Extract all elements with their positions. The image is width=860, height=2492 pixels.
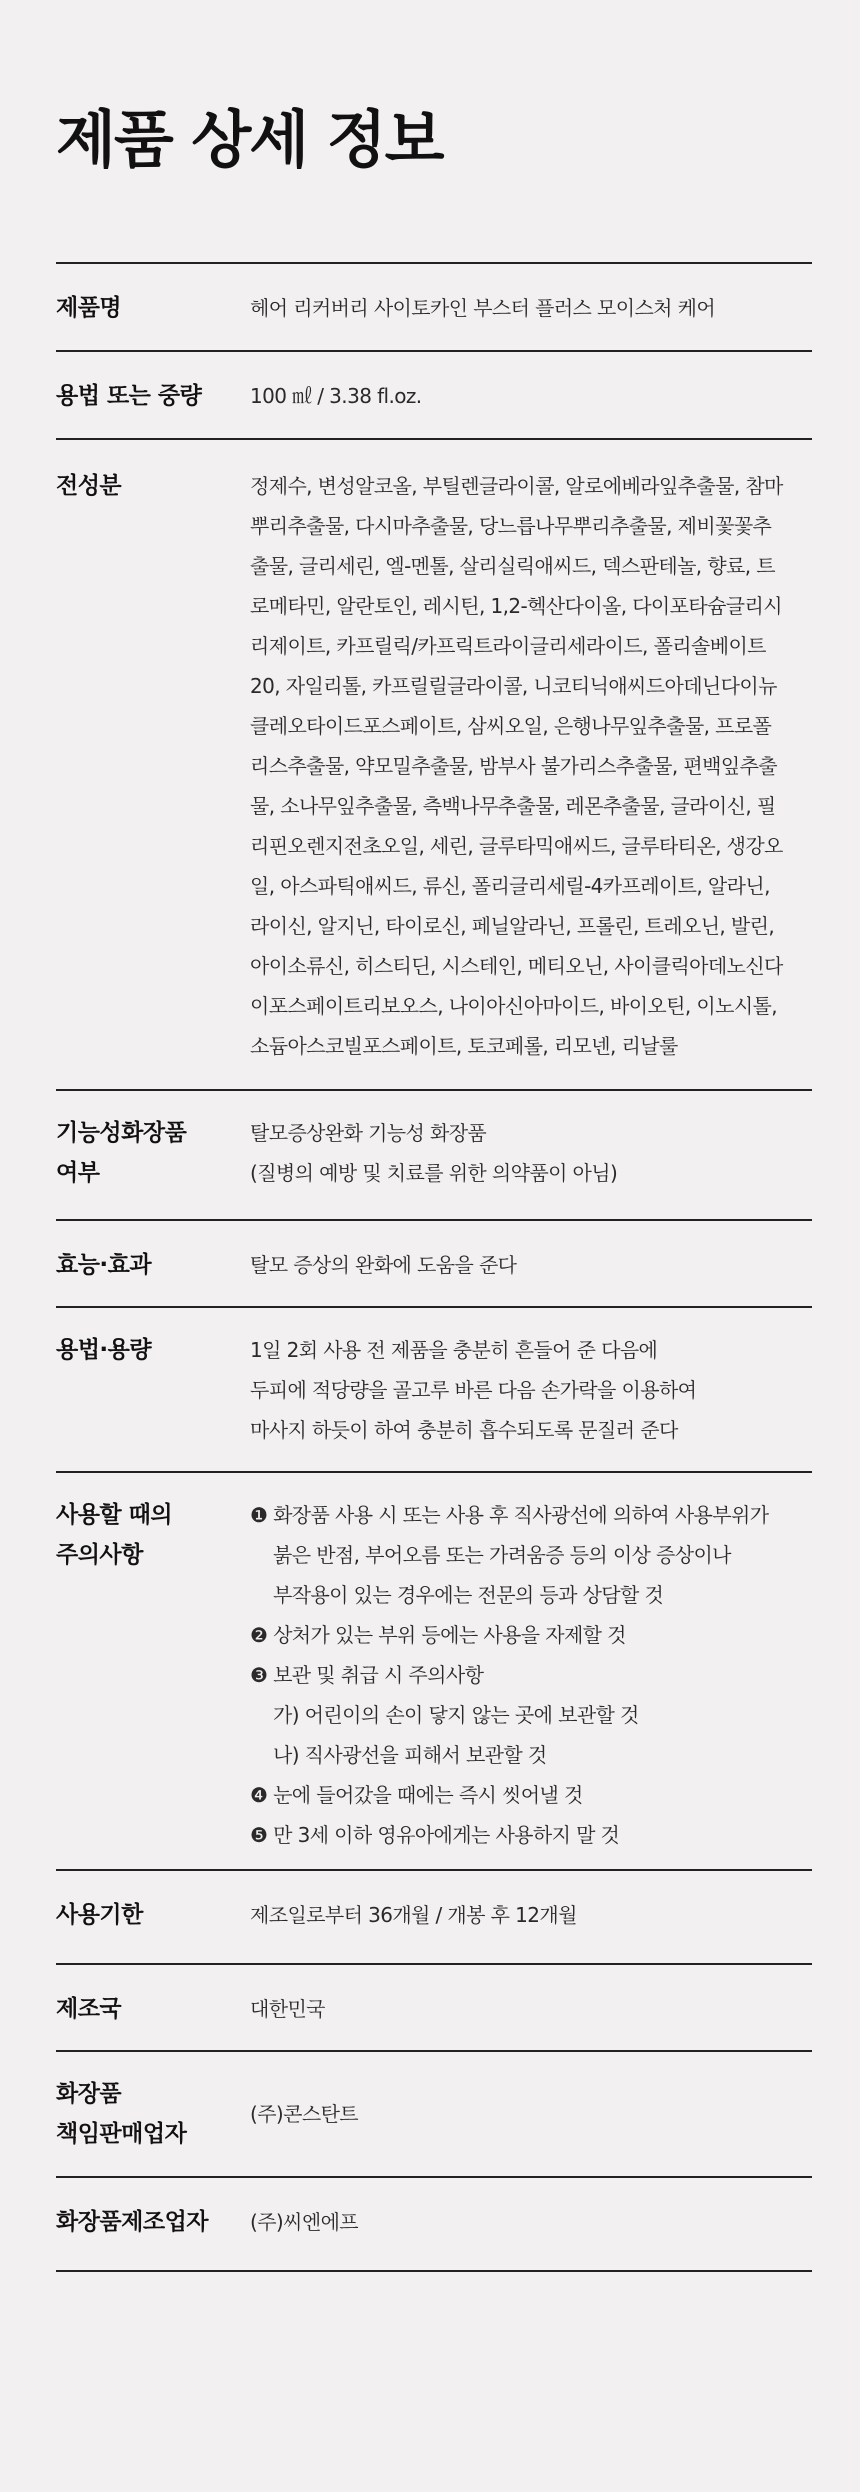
row-label: 사용기한 [56,1902,143,1928]
value-line: 마사지 하듯이 하여 충분히 흡수되도록 문질러 준다 [250,1418,678,1442]
row-value [250,1113,812,1193]
row-label: 전성분 [56,473,122,499]
ingredients-line: 출물, 글리세린, 엘-멘톨, 살리실릭애씨드, 덱스판테놀, 향료, 트 [250,554,775,578]
row-label: 제품명 [56,295,122,321]
row-caution [56,1473,812,1871]
ingredients-line: 정제수, 변성알코올, 부틸렌글라이콜, 알로에베라잎추출물, 참마 [250,474,783,498]
caution-item-continued: 부작용이 있는 경우에는 전문의 등과 상담할 것 [273,1583,664,1607]
row-value: 탈모 증상의 완화에 도움을 준다 [250,1253,517,1277]
caution-item: ❺ 만 3세 이하 영유아에게는 사용하지 말 것 [250,1823,620,1847]
ingredients-line: 리스추출물, 약모밀추출물, 밤부사 불가리스추출물, 편백잎추출 [250,754,778,778]
ingredients-line: 소듐아스코빌포스페이트, 토코페롤, 리모넨, 리날룰 [250,1034,678,1058]
row-product-name [56,264,812,352]
value-line: 탈모증상완화 기능성 화장품 [250,1121,487,1145]
row-value: 대한민국 [250,1997,325,2021]
ingredients-line: 리핀오렌지전초오일, 세린, 글루타믹애씨드, 글루타티온, 생강오 [250,834,783,858]
ingredients-line: 20, 자일리톨, 카프릴릴글라이콜, 니코티닉애씨드아데닌다이뉴 [250,674,777,698]
product-info-table [56,262,812,2272]
row-responsible-seller [56,2052,812,2178]
row-efficacy [56,1221,812,1308]
row-value: 헤어 리커버리 사이토카인 부스터 플러스 모이스처 케어 [250,296,716,320]
row-ingredients [56,440,812,1091]
row-value [250,1330,812,1450]
ingredients-line: 로메타민, 알란토인, 레시틴, 1,2-헥산다이올, 다이포타슘글리시 [250,594,782,618]
row-label [56,2074,250,2154]
row-volume [56,352,812,440]
row-value: 제조일로부터 36개월 / 개봉 후 12개월 [250,1903,577,1927]
caution-item: ❹ 눈에 들어갔을 때에는 즉시 씻어낼 것 [250,1783,583,1807]
caution-item: ❶ 화장품 사용 시 또는 사용 후 직사광선에 의하여 사용부위가 [250,1503,769,1527]
value-line: 두피에 적당량을 골고루 바른 다음 손가락을 이용하여 [250,1378,697,1402]
ingredients-line: 클레오타이드포스페이트, 삼씨오일, 은행나무잎추출물, 프로폴 [250,714,772,738]
page-title: 제품 상세 정보 [56,103,443,176]
caution-item: ❷ 상처가 있는 부위 등에는 사용을 자제할 것 [250,1623,626,1647]
label-line: 사용할 때의 [56,1502,173,1528]
ingredients-line: 뿌리추출물, 다시마추출물, 당느릅나무뿌리추출물, 제비꽃꽃추 [250,514,772,538]
value-line: (질병의 예방 및 치료를 위한 의약품이 아님) [250,1161,618,1185]
caution-item-continued: 붉은 반점, 부어오름 또는 가려움증 등의 이상 증상이나 [273,1543,731,1567]
row-value [250,466,812,1066]
row-label [56,1113,250,1193]
ingredients-line: 일, 아스파틱애씨드, 류신, 폴리글리세릴-4카프레이트, 알라닌, [250,874,770,898]
caution-item: ❸ 보관 및 취급 시 주의사항 [250,1663,484,1687]
row-country-of-manufacture [56,1965,812,2052]
row-label: 용법·용량 [56,1337,152,1363]
row-value: 100 ㎖ / 3.38 fl.oz. [250,384,422,408]
row-functional-cosmetic [56,1091,812,1221]
row-label [56,1495,250,1575]
row-manufacturer [56,2178,812,2272]
label-line: 책임판매업자 [56,2121,187,2147]
label-line: 화장품 [56,2081,122,2107]
row-label: 제조국 [56,1996,122,2022]
label-line: 주의사항 [56,1542,143,1568]
row-label: 화장품제조업자 [56,2209,209,2235]
row-expiry [56,1871,812,1965]
caution-subitem: 나) 직사광선을 피해서 보관할 것 [273,1743,547,1767]
caution-subitem: 가) 어린이의 손이 닿지 않는 곳에 보관할 것 [273,1703,639,1727]
value-line: 1일 2회 사용 전 제품을 충분히 흔들어 준 다음에 [250,1338,658,1362]
row-value: (주)콘스탄트 [250,2102,359,2126]
ingredients-line: 라이신, 알지닌, 타이로신, 페닐알라닌, 프롤린, 트레오닌, 발린, [250,914,775,938]
label-line: 여부 [56,1160,100,1186]
ingredients-line: 물, 소나무잎추출물, 측백나무추출물, 레몬추출물, 글라이신, 필 [250,794,776,818]
row-value [250,1495,812,1855]
row-label: 용법 또는 중량 [56,383,202,409]
row-label: 효능·효과 [56,1252,152,1278]
ingredients-line: 리제이트, 카프릴릭/카프릭트라이글리세라이드, 폴리솔베이트 [250,634,766,658]
row-usage [56,1308,812,1473]
row-value: (주)씨엔에프 [250,2210,359,2234]
ingredients-line: 아이소류신, 히스티딘, 시스테인, 메티오닌, 사이클릭아데노신다 [250,954,783,978]
label-line: 기능성화장품 [56,1120,187,1146]
ingredients-line: 이포스페이트리보오스, 나이아신아마이드, 바이오틴, 이노시톨, [250,994,778,1018]
